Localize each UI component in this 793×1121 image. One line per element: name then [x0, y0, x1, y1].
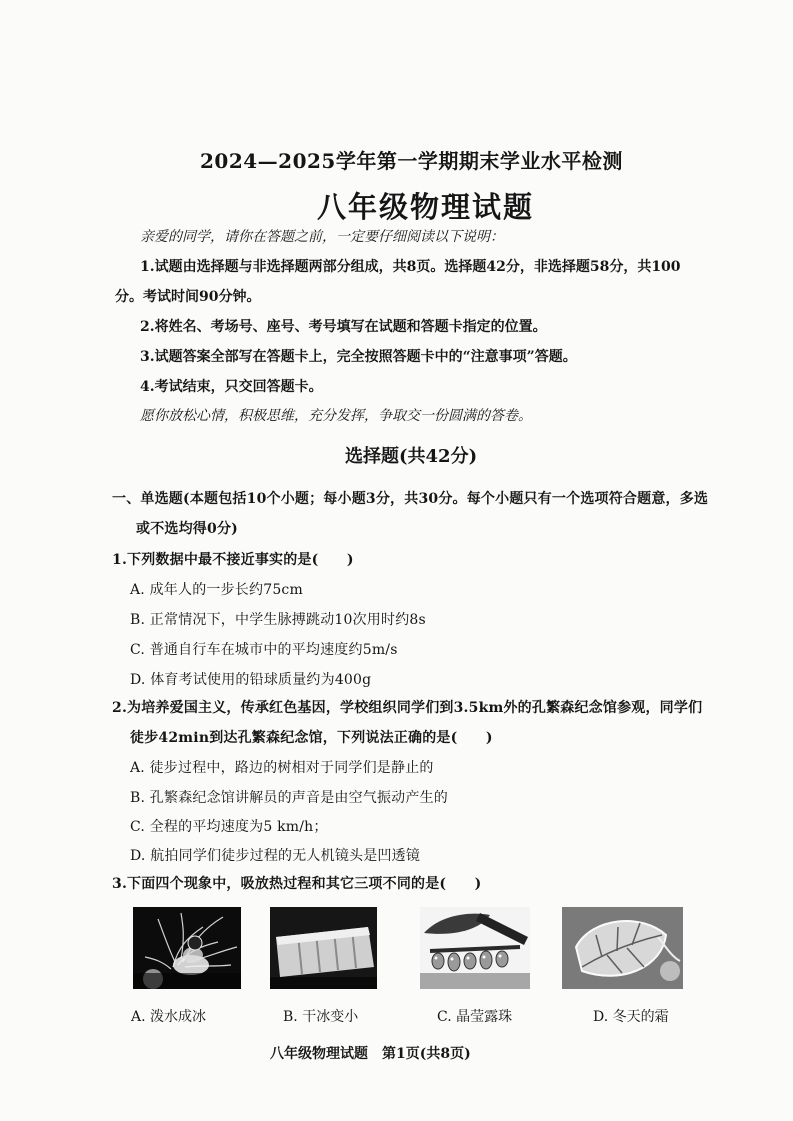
- exam-title-line: 2024—2025学年第一学期期末学业水平检测: [200, 149, 623, 173]
- instruction-item-2: 2.将姓名、考场号、座号、考号填写在试题和答题卡指定的位置。: [140, 319, 547, 335]
- question-3-stem: 3.下面四个现象中，吸放热过程和其它三项不同的是( ): [112, 876, 482, 892]
- photo-caption-c: C. 晶莹露珠: [437, 1009, 513, 1025]
- photo-caption-a: A. 泼水成冰: [131, 1009, 207, 1025]
- question-1-option-b: B. 正常情况下，中学生脉搏跳动10次用时约8s: [130, 612, 426, 628]
- question-1-stem: 1.下列数据中最不接近事实的是( ): [112, 552, 354, 568]
- photo-dry-ice: [270, 907, 377, 989]
- photo-caption-b: B. 干冰变小: [283, 1009, 359, 1025]
- instructions-greeting: 亲爱的同学，请你在答题之前，一定要仔细阅读以下说明：: [140, 229, 504, 245]
- question-2-stem: 2.为培养爱国主义，传承红色基因，学校组织同学们到3.5km外的孔繁森纪念馆参观，同学们: [112, 700, 703, 716]
- question-1-option-c: C. 普通自行车在城市中的平均速度约5m/s: [130, 642, 398, 658]
- question-2-option-c: C. 全程的平均速度为5 km/h；: [130, 819, 328, 835]
- instruction-item-3: 3.试题答案全部写在答题卡上，完全按照答题卡中的“注意事项”答题。: [140, 349, 577, 365]
- part-heading-cont: 或不选均得0分): [136, 521, 238, 537]
- question-2-option-d: D. 航拍同学们徒步过程的无人机镜头是凹透镜: [130, 848, 421, 864]
- question-2-stem-cont: 徒步42min到达孔繁森纪念馆，下列说法正确的是( ): [130, 730, 493, 746]
- question-1-option-a: A. 成年人的一步长约75cm: [130, 582, 303, 598]
- instruction-item-1-cont: 分。考试时间90分钟。: [115, 289, 261, 305]
- question-2-option-b: B. 孔繁森纪念馆讲解员的声音是由空气振动产生的: [130, 790, 448, 806]
- instruction-item-4: 4.考试结束，只交回答题卡。: [140, 379, 323, 395]
- question-1-option-d: D. 体育考试使用的铅球质量约为400g: [130, 672, 372, 688]
- photo-caption-d: D. 冬天的霜: [593, 1009, 669, 1025]
- subject-title: 八年级物理试题: [317, 190, 535, 224]
- instruction-item-1: 1.试题由选择题与非选择题两部分组成，共8页。选择题42分，非选择题58分，共100: [140, 259, 681, 275]
- photo-splash-ice: [133, 907, 241, 989]
- instructions-wish: 愿你放松心情，积极思维，充分发挥，争取交一份圆满的答卷。: [140, 408, 532, 424]
- section-title: 选择题(共42分): [345, 446, 478, 467]
- question-2-option-a: A. 徒步过程中，路边的树相对于同学们是静止的: [130, 760, 434, 776]
- part-heading: 一、单选题(本题包括10个小题；每小题3分，共30分。每个小题只有一个选项符合题意，多选: [112, 491, 709, 507]
- photo-dewdrops: [420, 907, 530, 989]
- page-footer: 八年级物理试题 第1页(共8页): [270, 1046, 471, 1062]
- photo-frost: [562, 907, 683, 989]
